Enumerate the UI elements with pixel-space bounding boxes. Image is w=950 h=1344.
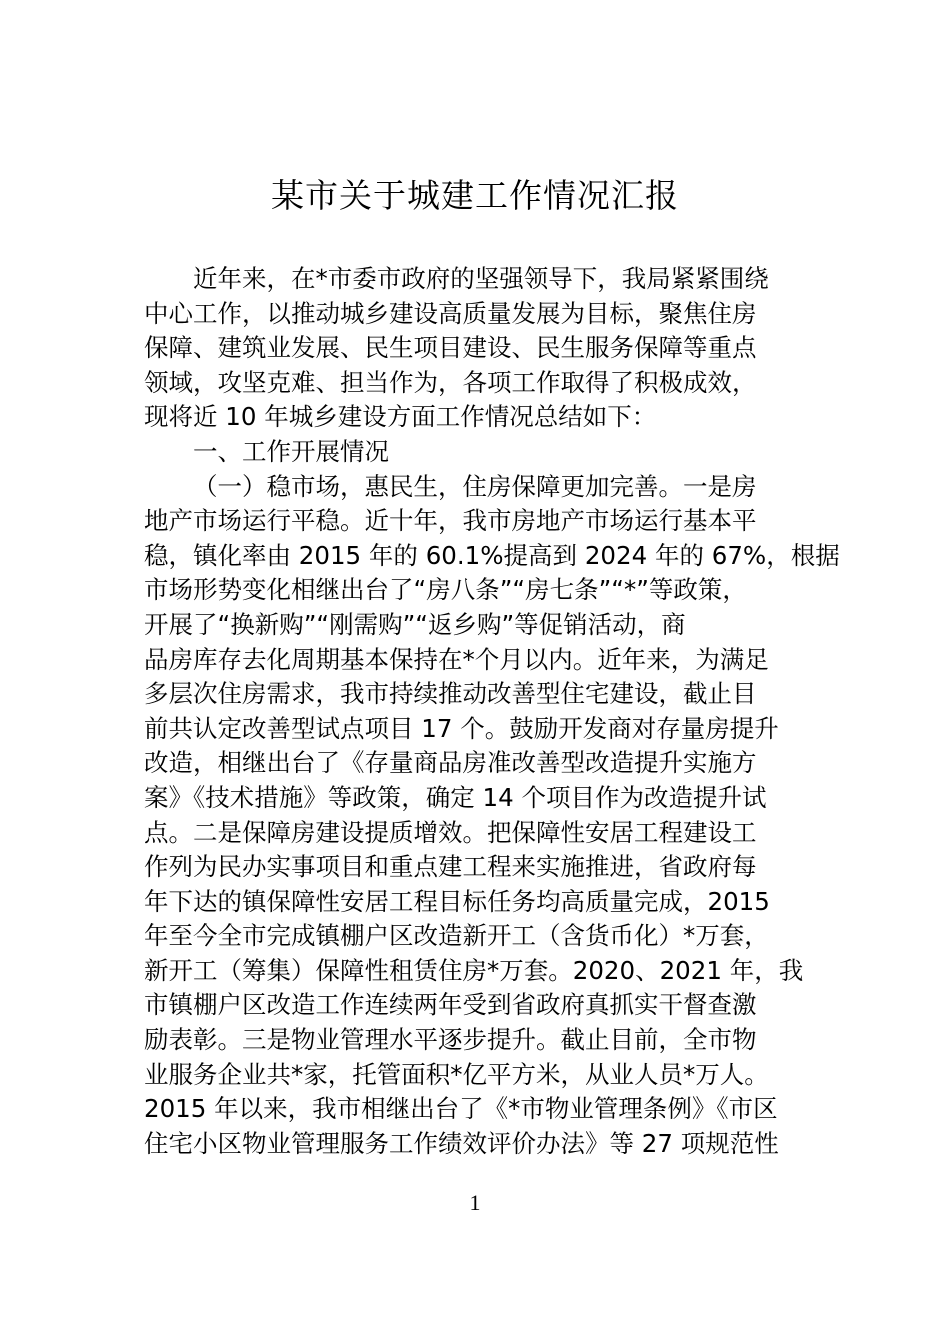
body-line-13: 多层次住房需求，我市持续推动改善型住宅建设，截止目 [144,679,757,709]
page-number: 1 [469,1190,481,1215]
body-line-10: 市场形势变化相继出台了“房八条”“房七条”“*”等政策， [144,575,747,605]
body-line-19: 年下达的镇保障性安居工程目标任务均高质量完成，2015 [144,886,770,916]
document-title: 某市关于城建工作情况汇报 [271,176,679,215]
body-line-26: 住宅小区物业管理服务工作绩效评价办法》等 27 项规范性 [144,1128,779,1158]
body-line-17: 点。二是保障房建设提质增效。把保障性安居工程建设工 [144,817,757,847]
section-heading: 一、工作开展情况 [193,436,389,466]
body-line-23: 励表彰。三是物业管理水平逐步提升。截止目前，全市物 [144,1025,757,1055]
body-line-18: 作列为民办实事项目和重点建工程来实施推进，省政府每 [144,852,757,882]
body-line-1: 近年来，在*市委市政府的坚强领导下，我局紧紧围绕 [193,264,769,293]
body-line-20: 年至今全市完成镇棚户区改造新开工（含货币化）*万套， [144,921,769,951]
body-line-14: 前共认定改善型试点项目 17 个。鼓励开发商对存量房提升 [144,713,779,743]
body-line-4: 领域，攻坚克难、担当作为，各项工作取得了积极成效， [144,367,757,397]
body-line-21: 新开工（筹集）保障性租赁住房*万套。2020、2021 年，我 [144,955,804,985]
body-line-15: 改造，相继出台了《存量商品房准改善型改造提升实施方 [144,748,757,778]
body-line-9: 稳，镇化率由 2015 年的 60.1%提高到 2024 年的 67%，根据 [144,540,840,570]
body-line-5: 现将近 10 年城乡建设方面工作情况总结如下： [144,402,657,432]
body-line-11: 开展了“换新购”“刚需购”“返乡购”等促销活动，商 [144,609,686,639]
body-line-16: 案》《技术措施》等政策，确定 14 个项目作为改造提升试 [144,782,767,812]
body-line-22: 市镇棚户区改造工作连续两年受到省政府真抓实干督查激 [144,990,757,1020]
body-line-24: 业服务企业共*家，托管面积*亿平方米，从业人员*万人。 [144,1059,769,1089]
body-line-3: 保障、建筑业发展、民生项目建设、民生服务保障等重点 [144,333,757,363]
body-line-12: 品房库存去化周期基本保持在*个月以内。近年来，为满足 [144,644,769,674]
body-line-2: 中心工作，以推动城乡建设高质量发展为目标，聚焦住房 [144,298,757,328]
body-line-7: （一）稳市场，惠民生，住房保障更加完善。一是房 [193,471,757,501]
body-line-25: 2015 年以来，我市相继出台了《*市物业管理条例》《市区 [144,1094,778,1124]
document-body [144,262,840,1161]
body-line-8: 地产市场运行平稳。近十年，我市房地产市场运行基本平 [144,506,757,536]
